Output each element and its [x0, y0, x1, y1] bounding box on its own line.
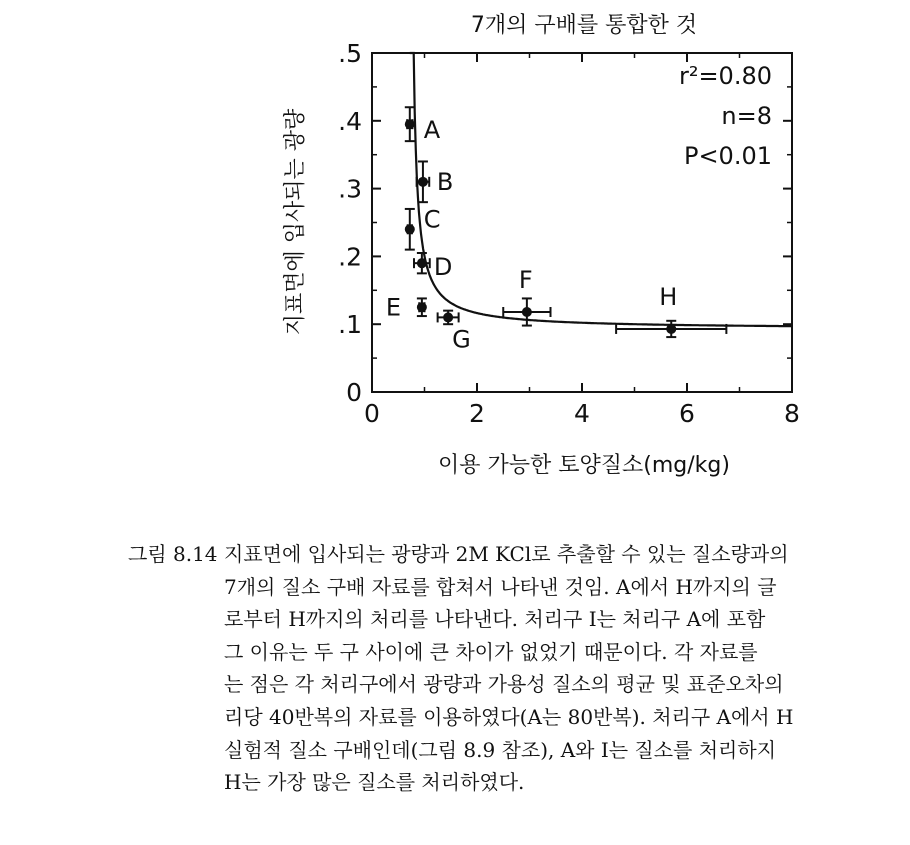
- x-tick-label: 4: [574, 399, 590, 428]
- y-tick-label: .1: [338, 310, 362, 340]
- y-tick-label: .4: [338, 106, 362, 136]
- caption-line: 그 이유는 두 구 사이에 큰 차이가 없었기 때문이다. 각 자료를: [224, 639, 758, 664]
- y-tick-label: 0: [346, 378, 362, 407]
- y-axis-label: 지표면에 입사되는 광량: [283, 108, 308, 336]
- caption-line: 리당 40반복의 자료를 이용하였다(A는 80반복). 처리구 A에서 H: [224, 704, 794, 729]
- caption-line: H는 가장 많은 질소를 처리하였다.: [224, 770, 525, 795]
- fit-curve: [410, 53, 792, 326]
- point-label-g: G: [452, 325, 471, 354]
- point-label-f: F: [518, 265, 533, 294]
- stat-label: n=8: [721, 102, 772, 130]
- point-label-a: A: [423, 116, 441, 145]
- y-tick-label: .3: [338, 174, 362, 204]
- stat-label: r²=0.80: [678, 62, 772, 90]
- point-label-h: H: [659, 282, 678, 311]
- x-tick-label: 8: [784, 399, 800, 428]
- point-marker: [405, 224, 415, 234]
- chart-title: 7개의 구배를 통합한 것: [470, 13, 698, 38]
- point-marker: [418, 177, 428, 187]
- caption-line: 실험적 질소 구배인데(그림 8.9 참조), A와 I는 질소를 처리하지: [224, 737, 777, 762]
- caption-label: 그림 8.14: [128, 542, 218, 566]
- caption-line: 7개의 질소 구배 자료를 합쳐서 나타낸 것임. A에서 H까지의 글: [224, 574, 777, 599]
- point-marker: [443, 312, 453, 322]
- point-label-b: B: [436, 167, 454, 196]
- data-point-g: [438, 311, 459, 325]
- caption-body: [224, 538, 910, 799]
- point-label-d: D: [433, 253, 453, 282]
- caption-line: 로부터 H까지의 처리를 나타낸다. 처리구 I는 처리구 A에 포함: [224, 607, 766, 632]
- caption-line: 는 점은 각 처리구에서 광량과 가용성 질소의 평균 및 표준오차의: [224, 672, 784, 697]
- data-point-e: [417, 298, 427, 316]
- x-tick-label: 6: [679, 399, 695, 428]
- x-tick-label: 2: [469, 399, 485, 428]
- x-axis-label: 이용 가능한 토양질소(mg/kg): [438, 453, 730, 478]
- point-label-e: E: [385, 293, 402, 322]
- point-marker: [666, 324, 676, 334]
- y-tick-label: .2: [338, 242, 362, 272]
- caption-line: 지표면에 입사되는 광량과 2M KCl로 추출할 수 있는 질소량과의: [224, 542, 789, 566]
- x-tick-label: 0: [364, 399, 380, 428]
- y-tick-label: .5: [338, 39, 362, 68]
- figure-caption: [128, 538, 910, 799]
- data-point-a: [405, 107, 415, 141]
- point-marker: [417, 302, 427, 312]
- point-label-c: C: [423, 205, 441, 234]
- point-marker: [522, 307, 532, 317]
- stat-label: P<0.01: [683, 142, 772, 170]
- data-point-c: [405, 209, 415, 250]
- point-marker: [405, 119, 415, 129]
- point-marker: [417, 258, 427, 268]
